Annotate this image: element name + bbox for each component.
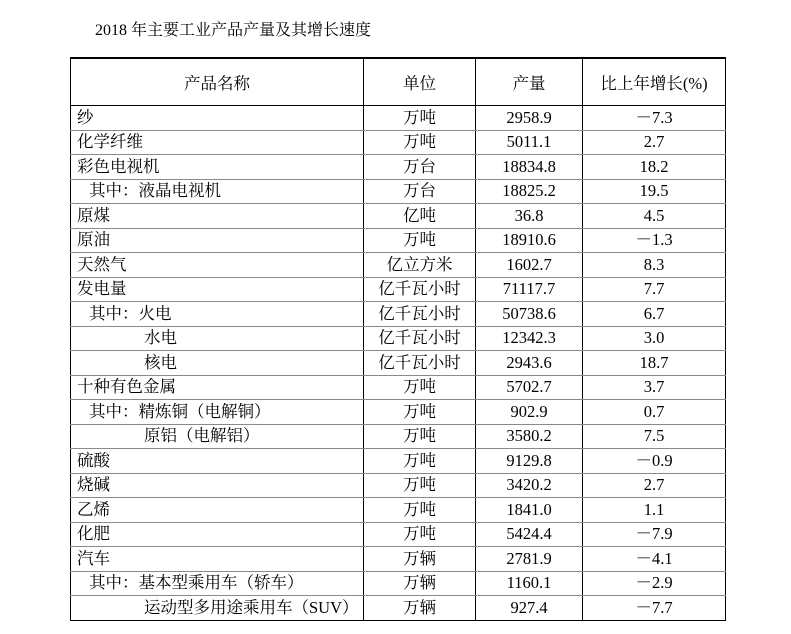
table-row [71, 204, 726, 229]
table-row [71, 130, 726, 155]
table-row [71, 547, 726, 572]
table-row [71, 326, 726, 351]
output-cell: 927.4 [476, 596, 583, 621]
table-title: 2018 年主要工业产品产量及其增长速度 [95, 22, 372, 39]
table-row [71, 106, 726, 131]
output-cell: 5702.7 [476, 375, 583, 400]
product-name-cell: 汽车 [71, 547, 364, 572]
header-growth: 比上年增长(%) [583, 58, 726, 106]
unit-cell: 万吨 [364, 400, 476, 425]
unit-cell: 万吨 [364, 106, 476, 131]
output-cell: 9129.8 [476, 449, 583, 474]
growth-cell: 2.7 [583, 130, 726, 155]
output-cell: 2943.6 [476, 351, 583, 376]
header-row [71, 58, 726, 106]
growth-cell: －7.7 [583, 596, 726, 621]
table-row [71, 596, 726, 621]
product-name-cell: 彩色电视机 [71, 155, 364, 180]
output-cell: 71117.7 [476, 277, 583, 302]
table-row [71, 228, 726, 253]
growth-cell: 3.0 [583, 326, 726, 351]
product-name-cell: 其中：火电 [71, 302, 364, 327]
product-name-cell: 其中：基本型乘用车（轿车） [71, 571, 364, 596]
product-name-cell: 硫酸 [71, 449, 364, 474]
growth-cell: 6.7 [583, 302, 726, 327]
product-name-cell: 烧碱 [71, 473, 364, 498]
output-cell: 5011.1 [476, 130, 583, 155]
unit-cell: 万台 [364, 179, 476, 204]
product-name-cell: 原煤 [71, 204, 364, 229]
table-row [71, 498, 726, 523]
growth-cell: －4.1 [583, 547, 726, 572]
growth-cell: 4.5 [583, 204, 726, 229]
table-row [71, 473, 726, 498]
unit-cell: 万吨 [364, 375, 476, 400]
unit-cell: 万吨 [364, 228, 476, 253]
table-row [71, 179, 726, 204]
growth-cell: 2.7 [583, 473, 726, 498]
output-cell: 1160.1 [476, 571, 583, 596]
unit-cell: 万吨 [364, 498, 476, 523]
unit-cell: 亿千瓦小时 [364, 302, 476, 327]
product-name-cell: 原铝（电解铝） [71, 424, 364, 449]
growth-cell: －0.9 [583, 449, 726, 474]
output-cell: 3420.2 [476, 473, 583, 498]
product-name-cell: 化学纤维 [71, 130, 364, 155]
growth-cell: －1.3 [583, 228, 726, 253]
unit-cell: 万吨 [364, 473, 476, 498]
industrial-output-table [70, 57, 726, 621]
product-name-cell: 化肥 [71, 522, 364, 547]
unit-cell: 万辆 [364, 596, 476, 621]
product-name-cell: 乙烯 [71, 498, 364, 523]
unit-cell: 万吨 [364, 449, 476, 474]
output-cell: 36.8 [476, 204, 583, 229]
output-cell: 1602.7 [476, 253, 583, 278]
table-row [71, 302, 726, 327]
unit-cell: 万辆 [364, 571, 476, 596]
product-name-cell: 十种有色金属 [71, 375, 364, 400]
output-cell: 50738.6 [476, 302, 583, 327]
product-name-cell: 纱 [71, 106, 364, 131]
growth-cell: 7.7 [583, 277, 726, 302]
growth-cell: 3.7 [583, 375, 726, 400]
growth-cell: 19.5 [583, 179, 726, 204]
output-cell: 902.9 [476, 400, 583, 425]
unit-cell: 亿立方米 [364, 253, 476, 278]
unit-cell: 万辆 [364, 547, 476, 572]
table-row [71, 351, 726, 376]
growth-cell: 18.7 [583, 351, 726, 376]
table-row [71, 277, 726, 302]
unit-cell: 万吨 [364, 424, 476, 449]
output-cell: 1841.0 [476, 498, 583, 523]
table-row [71, 522, 726, 547]
product-name-cell: 其中：液晶电视机 [71, 179, 364, 204]
output-cell: 12342.3 [476, 326, 583, 351]
table-row [71, 155, 726, 180]
growth-cell: 0.7 [583, 400, 726, 425]
growth-cell: －2.9 [583, 571, 726, 596]
product-name-cell: 其中：精炼铜（电解铜） [71, 400, 364, 425]
table-row [71, 424, 726, 449]
output-cell: 18825.2 [476, 179, 583, 204]
unit-cell: 万台 [364, 155, 476, 180]
table-row [71, 571, 726, 596]
output-cell: 2781.9 [476, 547, 583, 572]
output-cell: 18910.6 [476, 228, 583, 253]
growth-cell: 7.5 [583, 424, 726, 449]
unit-cell: 亿千瓦小时 [364, 351, 476, 376]
growth-cell: －7.3 [583, 106, 726, 131]
unit-cell: 万吨 [364, 130, 476, 155]
table-row [71, 449, 726, 474]
output-cell: 3580.2 [476, 424, 583, 449]
product-name-cell: 运动型多用途乘用车（SUV） [71, 596, 364, 621]
table-row [71, 253, 726, 278]
unit-cell: 亿千瓦小时 [364, 326, 476, 351]
product-name-cell: 原油 [71, 228, 364, 253]
header-unit: 单位 [364, 58, 476, 106]
table-row [71, 375, 726, 400]
table-body [71, 106, 726, 621]
header-output: 产量 [476, 58, 583, 106]
growth-cell: －7.9 [583, 522, 726, 547]
unit-cell: 万吨 [364, 522, 476, 547]
product-name-cell: 发电量 [71, 277, 364, 302]
growth-cell: 18.2 [583, 155, 726, 180]
output-cell: 5424.4 [476, 522, 583, 547]
growth-cell: 1.1 [583, 498, 726, 523]
output-cell: 18834.8 [476, 155, 583, 180]
table-row [71, 400, 726, 425]
header-product-name: 产品名称 [71, 58, 364, 106]
table-header [71, 58, 726, 106]
product-name-cell: 天然气 [71, 253, 364, 278]
unit-cell: 亿千瓦小时 [364, 277, 476, 302]
product-name-cell: 水电 [71, 326, 364, 351]
product-name-cell: 核电 [71, 351, 364, 376]
output-cell: 2958.9 [476, 106, 583, 131]
unit-cell: 亿吨 [364, 204, 476, 229]
growth-cell: 8.3 [583, 253, 726, 278]
